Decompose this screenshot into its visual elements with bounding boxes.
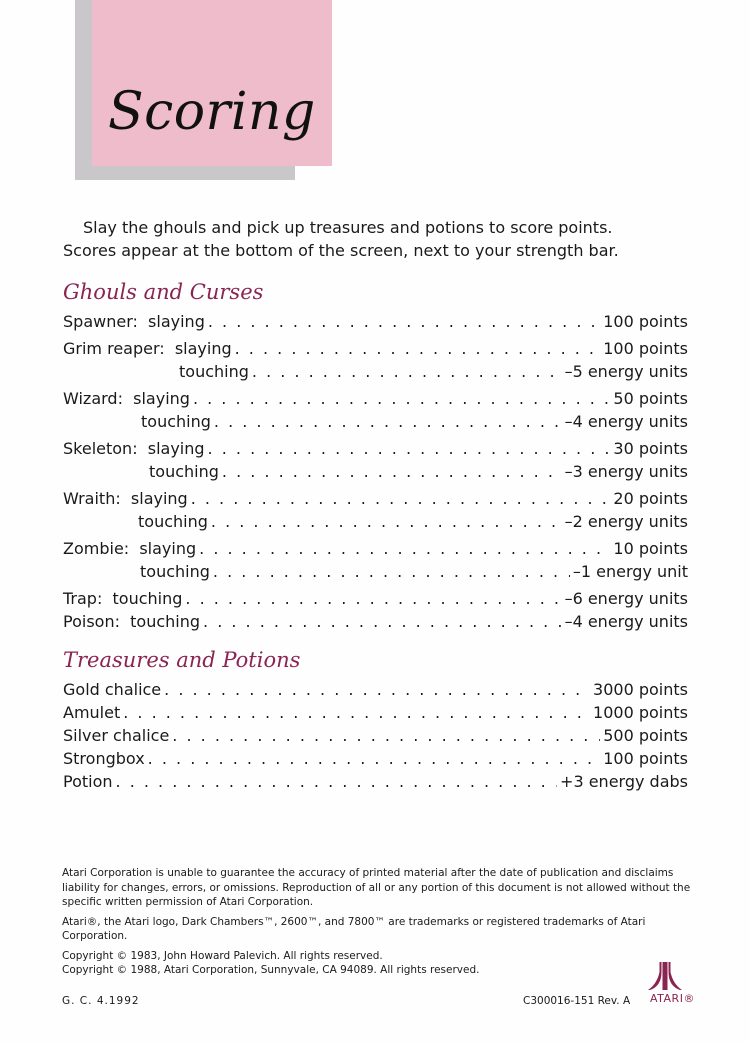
score-row — [63, 510, 688, 533]
score-value: –4 energy units — [564, 612, 688, 631]
score-label: touching — [138, 512, 208, 531]
dot-leader — [123, 701, 590, 724]
score-value: 1000 points — [593, 703, 688, 722]
intro-line-1: Slay the ghouls and pick up treasures and potions to score points. — [83, 218, 613, 237]
score-row — [63, 770, 688, 793]
ghouls-section — [63, 280, 688, 633]
score-value: –4 energy units — [564, 412, 688, 431]
score-row — [63, 560, 688, 583]
atari-logo-icon — [648, 962, 682, 990]
dot-leader — [185, 587, 561, 610]
score-row — [63, 387, 688, 410]
score-value: 500 points — [603, 726, 688, 745]
score-label: Zombie: slaying — [63, 539, 197, 558]
score-row — [63, 410, 688, 433]
dot-leader — [214, 410, 562, 433]
score-label: Skeleton: slaying — [63, 439, 205, 458]
dot-leader — [252, 360, 562, 383]
score-row — [63, 678, 688, 701]
score-label: Grim reaper: slaying — [63, 339, 232, 358]
score-row — [63, 487, 688, 510]
score-label: Gold chalice — [63, 680, 162, 699]
atari-logo-text: ATARI® — [650, 992, 695, 1005]
score-value: 50 points — [613, 389, 688, 408]
score-row — [63, 610, 688, 633]
score-label: Strongbox — [63, 749, 145, 768]
intro-line-2: Scores appear at the bottom of the screen, next to your strength bar. — [63, 241, 619, 260]
score-label: touching — [149, 462, 219, 481]
score-label: Spawner: slaying — [63, 312, 205, 331]
score-row — [63, 701, 688, 724]
trademark-text: Atari®, the Atari logo, Dark Chambers™, 2600™, and 7800™ are trademarks or registered trademarks of Atari Corporation. — [62, 915, 646, 942]
score-row — [63, 437, 688, 460]
score-value: 30 points — [613, 439, 688, 458]
score-row — [63, 537, 688, 560]
dot-leader — [116, 770, 558, 793]
score-value: 100 points — [603, 749, 688, 768]
score-row — [63, 310, 688, 333]
score-label: Amulet — [63, 703, 121, 722]
copyright-2: Copyright © 1988, Atari Corporation, Sunnyvale, CA 94089. All rights reserved. — [62, 964, 480, 976]
dot-leader — [211, 510, 562, 533]
copyright-1: Copyright © 1983, John Howard Palevich. All rights reserved. — [62, 949, 383, 962]
score-value: 10 points — [613, 539, 688, 558]
score-label: touching — [140, 562, 210, 581]
dot-leader — [208, 310, 600, 333]
score-label: Poison: touching — [63, 612, 201, 631]
score-label: touching — [179, 362, 249, 381]
dot-leader — [148, 747, 601, 770]
dot-leader — [235, 337, 601, 360]
score-row — [63, 460, 688, 483]
disclaimer-text: Atari Corporation is unable to guarantee the accuracy of printed material after the date of publication and disclaims liability for changes, errors, or omissions. Reproduction of all or any portion of this document is not allowed without the specific written permission of Atari Corporation. — [62, 867, 691, 908]
score-value: –6 energy units — [564, 589, 688, 608]
score-value: 20 points — [613, 489, 688, 508]
dot-leader — [172, 724, 600, 747]
score-label: touching — [141, 412, 211, 431]
score-value: 100 points — [603, 339, 688, 358]
score-value: +3 energy dabs — [560, 772, 688, 791]
ghouls-heading: Ghouls and Curses — [63, 280, 264, 304]
score-label: Silver chalice — [63, 726, 170, 745]
dot-leader — [222, 460, 562, 483]
score-label: Wraith: slaying — [63, 489, 188, 508]
dot-leader — [208, 437, 611, 460]
score-row — [63, 724, 688, 747]
document-code: C300016-151 Rev. A — [523, 995, 631, 1007]
score-value: –3 energy units — [564, 462, 688, 481]
dot-leader — [199, 537, 610, 560]
dot-leader — [193, 387, 610, 410]
score-row — [63, 587, 688, 610]
dot-leader — [203, 610, 562, 633]
score-row — [63, 747, 688, 770]
treasures-list — [63, 678, 688, 793]
dot-leader — [191, 487, 611, 510]
score-row — [63, 360, 688, 383]
page-title: Scoring — [108, 82, 316, 142]
score-row — [63, 337, 688, 360]
gc-code: G. C. 4.1992 — [62, 995, 140, 1007]
score-value: 100 points — [603, 312, 688, 331]
dot-leader — [213, 560, 570, 583]
score-value: –5 energy units — [564, 362, 688, 381]
fine-print — [62, 866, 702, 978]
treasures-section — [63, 648, 688, 793]
dot-leader — [164, 678, 590, 701]
score-label: Wizard: slaying — [63, 389, 190, 408]
score-value: –2 energy units — [564, 512, 688, 531]
score-label: Trap: touching — [63, 589, 183, 608]
score-label: Potion — [63, 772, 113, 791]
ghouls-list — [63, 310, 688, 633]
treasures-heading: Treasures and Potions — [63, 648, 301, 672]
intro-text — [63, 216, 703, 262]
score-value: 3000 points — [593, 680, 688, 699]
score-value: –1 energy unit — [572, 562, 688, 581]
